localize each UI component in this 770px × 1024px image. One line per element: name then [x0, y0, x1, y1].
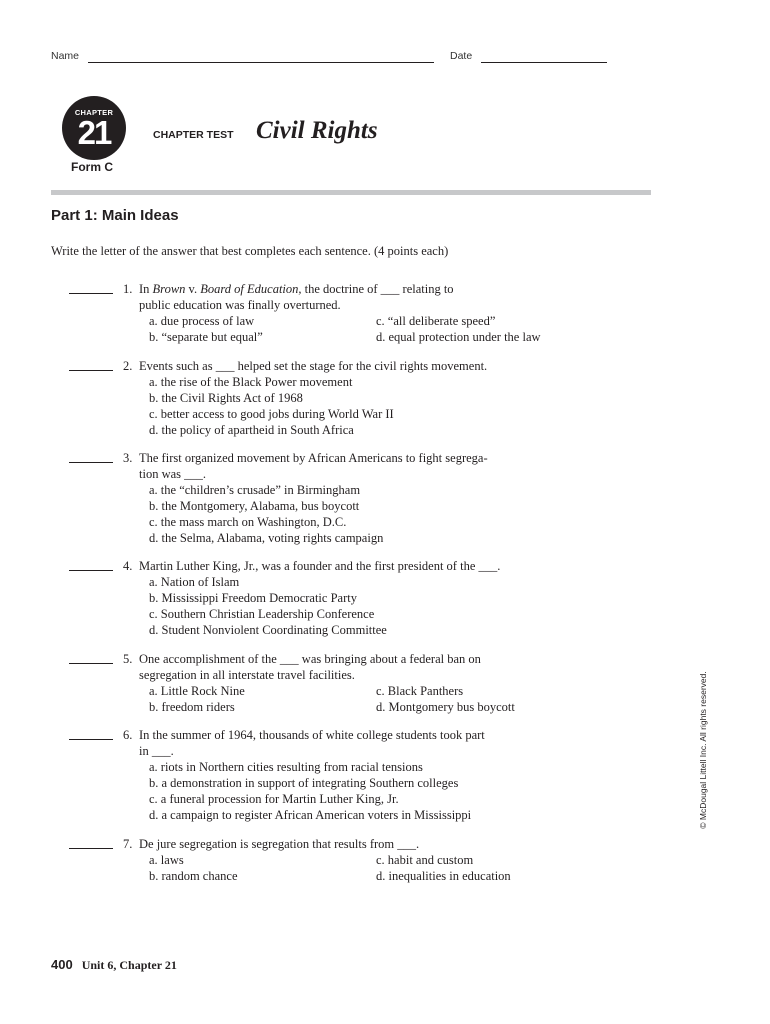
question-number: 4. [123, 559, 133, 573]
question-line: public education was finally overturned. [139, 298, 341, 312]
option-a: a. the “children’s crusade” in Birmingham [149, 483, 361, 497]
option-c: c. “all deliberate speed” [376, 314, 496, 328]
option-c: c. habit and custom [376, 853, 474, 867]
option-b: b. the Civil Rights Act of 1968 [149, 391, 303, 405]
date-line[interactable] [481, 62, 607, 63]
question-line: One accomplishment of the ___ was bringing about a federal ban on [139, 652, 481, 666]
option-d: d. the policy of apartheid in South Africa [149, 423, 354, 437]
option-d: d. Montgomery bus boycott [376, 700, 515, 714]
footer-text: Unit 6, Chapter 21 [81, 958, 177, 972]
option-d: d. inequalities in education [376, 869, 511, 883]
form-label: Form C [71, 160, 113, 174]
option-b: b. “separate but equal” [149, 330, 263, 344]
answer-blank[interactable] [69, 739, 113, 740]
question-number: 1. [123, 282, 133, 296]
question-number: 6. [123, 728, 133, 742]
question-line: The first organized movement by African Americans to fight segrega- [139, 451, 488, 465]
chapter-test-label: CHAPTER TEST [153, 129, 234, 141]
question-line: segregation in all interstate travel facilities. [139, 668, 355, 682]
chapter-badge [62, 96, 126, 160]
question-line: Martin Luther King, Jr., was a founder and the first president of the ___. [139, 559, 501, 573]
answer-blank[interactable] [69, 293, 113, 294]
chapter-badge-label: CHAPTER [74, 108, 114, 117]
test-title: Civil Rights [256, 117, 378, 144]
chapter-number: 21 [77, 114, 111, 151]
question-line: Events such as ___ helped set the stage for the civil rights movement. [139, 359, 488, 373]
page-footer [51, 957, 177, 973]
option-c: c. better access to good jobs during World War II [149, 407, 394, 421]
question-number: 5. [123, 652, 133, 666]
option-c: c. Black Panthers [376, 684, 464, 698]
option-a: a. due process of law [149, 314, 255, 328]
question-number: 2. [123, 359, 133, 373]
option-b: b. the Montgomery, Alabama, bus boycott [149, 499, 360, 513]
part-heading: Part 1: Main Ideas [51, 207, 179, 224]
option-a: a. the rise of the Black Power movement [149, 375, 353, 389]
option-a: a. Nation of Islam [149, 575, 240, 589]
name-line[interactable] [88, 62, 434, 63]
instructions: Write the letter of the answer that best completes each sentence. (4 points each) [51, 244, 449, 258]
date-label: Date [450, 50, 473, 62]
question-line: In the summer of 1964, thousands of white college students took part [139, 728, 485, 742]
option-d: d. the Selma, Alabama, voting rights campaign [149, 531, 384, 545]
question-line: De jure segregation is segregation that results from ___. [139, 837, 420, 851]
option-b: b. Mississippi Freedom Democratic Party [149, 591, 357, 605]
option-a: a. laws [149, 853, 184, 867]
option-d: d. a campaign to register African American voters in Mississippi [149, 808, 472, 822]
question-number: 7. [123, 837, 133, 851]
question-text [139, 450, 529, 482]
option-d: d. Student Nonviolent Coordinating Committee [149, 623, 387, 637]
option-b: b. freedom riders [149, 700, 235, 714]
question-line: In Brown v. Board of Education, the doctrine of ___ relating to [139, 282, 454, 296]
question-text [139, 281, 529, 313]
question-text [139, 558, 559, 574]
question-text [139, 836, 529, 852]
question-text [139, 727, 529, 759]
name-label: Name [51, 50, 80, 62]
option-b: b. random chance [149, 869, 238, 883]
answer-blank[interactable] [69, 370, 113, 371]
question-text [139, 651, 529, 683]
copyright-notice: © McDougal Littell Inc. All rights reserved. [698, 671, 708, 829]
option-b: b. a demonstration in support of integrating Southern colleges [149, 776, 459, 790]
option-c: c. Southern Christian Leadership Conference [149, 607, 375, 621]
header-divider [51, 190, 651, 195]
question-line: tion was ___. [139, 467, 207, 481]
question-text [139, 358, 529, 374]
option-a: a. Little Rock Nine [149, 684, 245, 698]
answer-blank[interactable] [69, 663, 113, 664]
option-c: c. the mass march on Washington, D.C. [149, 515, 347, 529]
option-c: c. a funeral procession for Martin Luther King, Jr. [149, 792, 399, 806]
option-a: a. riots in Northern cities resulting from racial tensions [149, 760, 423, 774]
page-number: 400 [51, 957, 73, 972]
question-line: in ___. [139, 744, 174, 758]
option-d: d. equal protection under the law [376, 330, 541, 344]
question-number: 3. [123, 451, 133, 465]
answer-blank[interactable] [69, 570, 113, 571]
answer-blank[interactable] [69, 462, 113, 463]
answer-blank[interactable] [69, 848, 113, 849]
